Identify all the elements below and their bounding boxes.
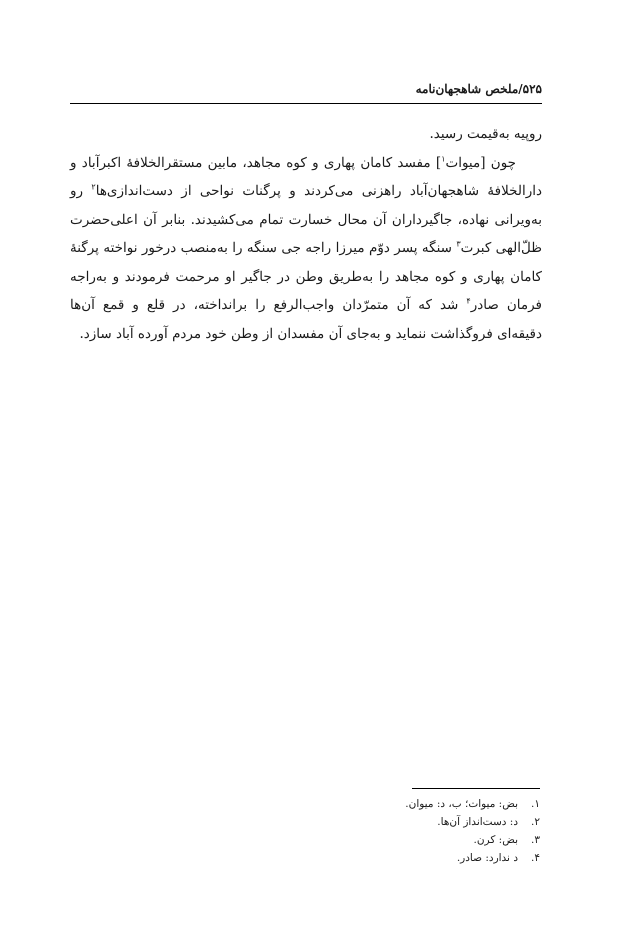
footnote-ref-4[interactable]: ۴ — [466, 296, 471, 306]
footnote-ref-3[interactable]: ۳ — [456, 239, 461, 249]
footnote-number: ۱. — [531, 798, 540, 810]
footnote-divider — [412, 788, 540, 789]
footnote-number: ۳. — [531, 834, 540, 846]
footnote-item — [300, 831, 540, 849]
footnote-ref-1[interactable]: ۱ — [441, 154, 446, 163]
footnote-item — [300, 795, 540, 813]
paragraph-2-part-a: چون [میوات — [445, 154, 517, 171]
footnote-text: د: دست‌انداز آن‌ها. — [437, 816, 518, 828]
paragraph-2-part-e: شد که آن متمرّدان واجب‌الرفع را برانداخته، در قلع و قمع آن‌ها دقیقه‌ای فروگذاشت ننماید و به‌جای آن مفسدان از وطن خود مردم آورده آباد سازد. — [70, 297, 542, 342]
footnote-number: ۴. — [531, 852, 540, 864]
paragraph-1: روپیه به‌قیمت رسید. — [429, 126, 542, 142]
footnote-item — [300, 813, 540, 831]
paragraph-2-part-c: رو به‌ویرانی نهاده، جاگیرداران آن محال خسارت تمام می‌کشیدند. بنابر آن اعلی‌حضرت ظلّ‌الهی کبرت — [70, 183, 542, 256]
running-header — [70, 80, 542, 100]
header-divider — [70, 103, 542, 104]
main-text — [70, 120, 542, 348]
footnote-text: د ندارد: صادر. — [456, 852, 518, 864]
footnote-number: ۲. — [531, 816, 540, 828]
footnote-item — [300, 849, 540, 867]
footnote-text: بض: کرن. — [473, 834, 518, 846]
paragraph-2-part-b: ] مفسد کامان پهاری و کوه مجاهد، مابین مستقرالخلافهٔ اکبرآباد و دارالخلافهٔ شاهجهان‌آباد راهزنی می‌کردند و پرگنات نواحی از دست‌اندازی‌ها — [70, 154, 542, 199]
paragraph-2 — [70, 149, 542, 349]
footnotes-list — [300, 795, 540, 867]
paragraph-2-part-d: سنگه پسر دوّم میرزا راجه جی سنگه را به‌منصب درخور نواخته پرگنهٔ کامان پهاری و کوه مجاهد را به‌طریق وطن در جاگیر او مرحمت فرمودند و به‌راجه فرمان صادر — [70, 240, 542, 313]
footnote-text: بض: میوات؛ ب، د: میوان. — [405, 798, 518, 810]
running-title: ۵۲۵/ملخص شاهجهان‌نامه — [415, 82, 542, 96]
footnote-ref-2[interactable]: ۲ — [91, 182, 96, 192]
